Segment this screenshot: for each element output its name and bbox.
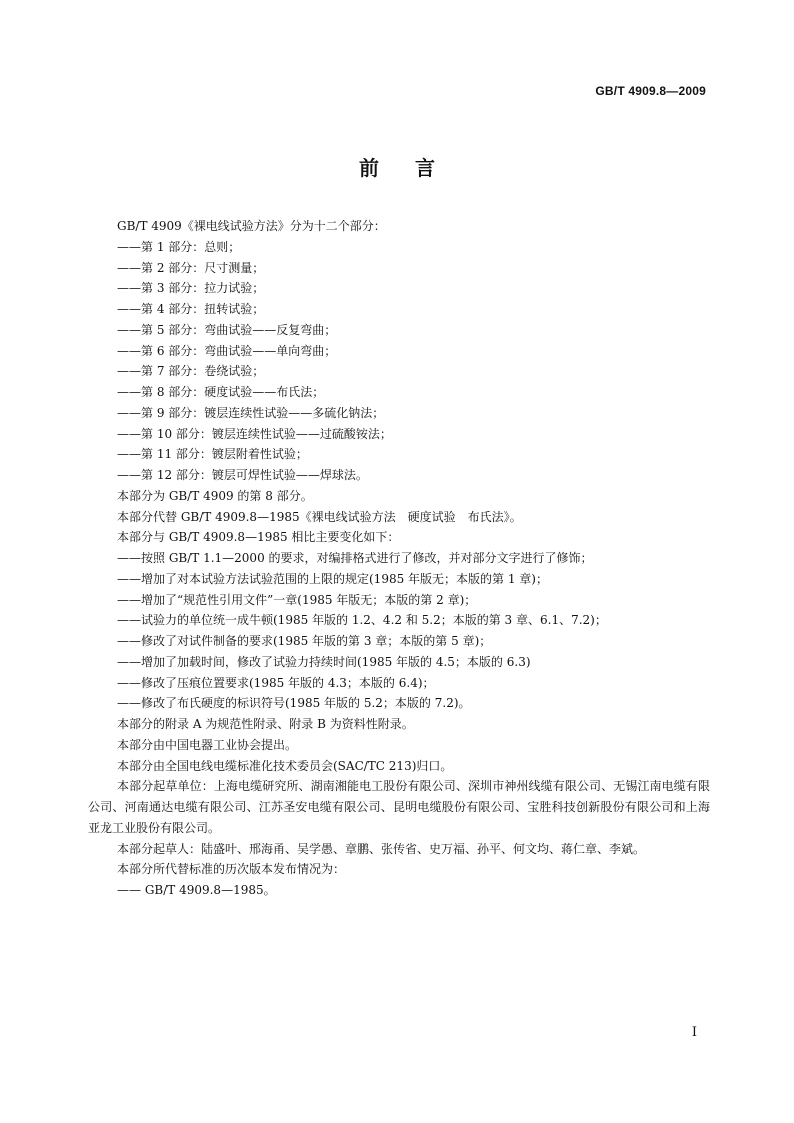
paragraph: GB/T 4909《裸电线试验方法》分为十二个部分： xyxy=(117,219,386,233)
paragraph: 本部分代替 GB/T 4909.8—1985《裸电线试验方法 硬度试验 布氏法》。 xyxy=(117,509,522,524)
list-item: ——增加了加载时间，修改了试验力持续时间(1985 年版的 4.5；本版的 6.3) xyxy=(117,654,531,669)
paragraph: 本部分由中国电器工业协会提出。 xyxy=(117,737,298,752)
list-item: ——修改了对试件制备的要求(1985 年版的第 3 章；本版的第 5 章)； xyxy=(117,634,492,648)
list-item: ——修改了布氏硬度的标识符号(1985 年版的 5.2；本版的 7.2)。 xyxy=(117,696,471,711)
paragraph: 本部分与 GB/T 4909.8—1985 相比主要变化如下： xyxy=(117,530,400,545)
list-item: ——第 4 部分：扭转试验； xyxy=(117,302,265,316)
list-item: ——增加了“规范性引用文件”一章(1985 年版无；本版的第 2 章)； xyxy=(117,592,477,607)
list-item: ——第 11 部分：镀层附着性试验； xyxy=(117,447,308,462)
foreword-body xyxy=(88,216,710,901)
page-number: I xyxy=(691,1025,697,1040)
paragraph-drafters: 本部分起草人：陆盛叶、邢海甬、吴学愚、章鹏、张传省、史万福、孙平、何文均、蒋仁章、李斌。 xyxy=(117,841,646,856)
list-item: ——第 3 部分：拉力试验； xyxy=(117,281,265,296)
list-item: ——试验力的单位统一成牛顿(1985 年版的 1.2、4.2 和 5.2；本版的第 3 章、6.1、7.2)； xyxy=(117,613,607,628)
paragraph: 本部分由全国电线电缆标准化技术委员会(SAC/TC 213)归口。 xyxy=(117,758,453,773)
paragraph: 本部分所代替标准的历次版本发布情况为： xyxy=(117,862,346,877)
list-item: ——第 10 部分：镀层连续性试验——过硫酸铵法； xyxy=(117,426,392,441)
paragraph: 本部分为 GB/T 4909 的第 8 部分。 xyxy=(117,488,313,503)
list-item: ——第 8 部分：硬度试验——布氏法； xyxy=(117,385,325,399)
list-item: ——第 7 部分：卷绕试验； xyxy=(117,364,265,379)
list-item: ——第 9 部分：镀层连续性试验——多硫化钠法； xyxy=(117,405,385,420)
list-item: ——按照 GB/T 1.1—2000 的要求，对编排格式进行了修改，并对部分文字进行了修饰； xyxy=(117,551,593,565)
page-title: 前言 xyxy=(359,156,471,180)
list-item: ——第 6 部分：弯曲试验——单向弯曲； xyxy=(117,343,337,358)
paragraph: 本部分的附录 A 为规范性附录、附录 B 为资料性附录。 xyxy=(117,717,414,731)
paragraph-drafting-units: 本部分起草单位：上海电缆研究所、湖南湘能电工股份有限公司、深圳市神州线缆有限公司、无锡江南电缆有限公司、河南通达电缆有限公司、江苏圣安电缆有限公司、昆明电缆股份有限公司、宝胜科技创新股份有限公司和上海亚龙工业股份有限公司。 xyxy=(88,779,710,835)
list-item: ——增加了对本试验方法试验范围的上限的规定(1985 年版无；本版的第 1 章)； xyxy=(117,571,548,586)
list-item: ——第 12 部分：镀层可焊性试验——焊球法。 xyxy=(117,468,368,482)
list-item: —— GB/T 4909.8—1985。 xyxy=(117,883,276,897)
list-item: ——第 1 部分：总则； xyxy=(117,239,241,254)
list-item: ——第 5 部分：弯曲试验——反复弯曲； xyxy=(117,322,337,337)
standard-code: GB/T 4909.8—2009 xyxy=(595,84,706,98)
list-item: ——修改了压痕位置要求(1985 年版的 4.3；本版的 6.4)； xyxy=(117,675,435,690)
list-item: ——第 2 部分：尺寸测量； xyxy=(117,260,265,275)
